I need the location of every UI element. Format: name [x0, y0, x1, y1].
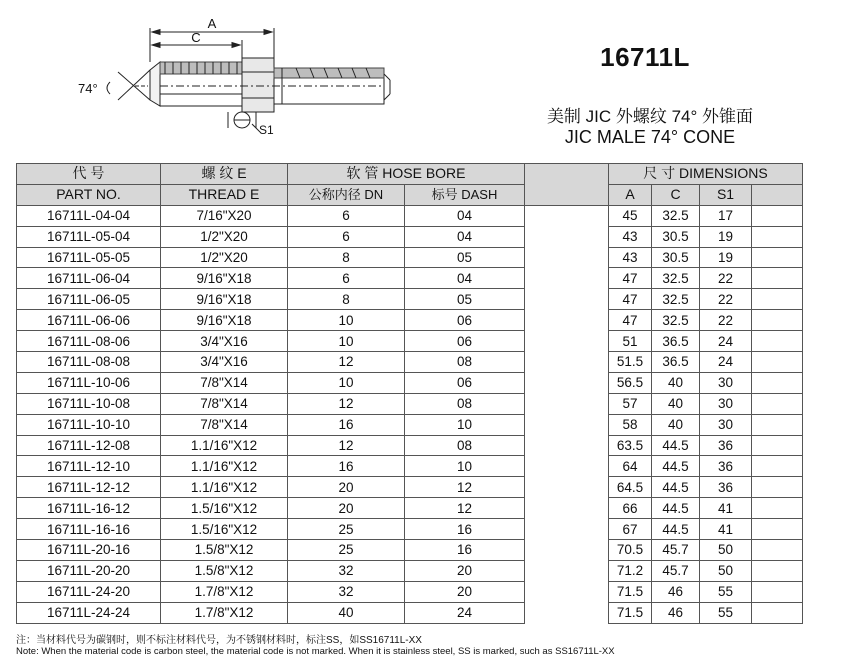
table-row [17, 414, 803, 435]
cell-dn: 16 [288, 414, 405, 435]
cell-thread: 1.5/8"X12 [161, 560, 288, 581]
cell-s1: 24 [700, 331, 752, 352]
cell-s1: 50 [700, 540, 752, 561]
cell-dn: 6 [288, 205, 405, 226]
cell-thread: 1.5/16"X12 [161, 519, 288, 540]
cell-a: 71.5 [609, 581, 652, 602]
title-chinese: 美制 JIC 外螺纹 74° 外锥面 [546, 107, 754, 126]
table-row [17, 498, 803, 519]
cell-s1: 24 [700, 352, 752, 373]
cell-gap [525, 268, 609, 289]
dim-a-label: A [207, 16, 217, 31]
cell-dn: 12 [288, 393, 405, 414]
cell-c: 45.7 [652, 540, 700, 561]
cell-c: 32.5 [652, 310, 700, 331]
cell-dn: 32 [288, 560, 405, 581]
cell-a: 56.5 [609, 372, 652, 393]
cell-gap [525, 477, 609, 498]
cell-dash: 20 [405, 560, 525, 581]
cell-a: 71.2 [609, 560, 652, 581]
cell-a: 70.5 [609, 540, 652, 561]
cell-c: 44.5 [652, 477, 700, 498]
header-dash: 标号 DASH [405, 184, 525, 205]
cell-gap [525, 540, 609, 561]
angle-label: 74° [78, 81, 98, 96]
cell-gap [525, 456, 609, 477]
cell-a: 47 [609, 289, 652, 310]
cell-gap [525, 372, 609, 393]
table-row [17, 289, 803, 310]
table-row [17, 540, 803, 561]
cell-dn: 20 [288, 498, 405, 519]
cell-gap [525, 226, 609, 247]
cell-c: 32.5 [652, 205, 700, 226]
cell-part-no: 16711L-12-08 [17, 435, 161, 456]
cell-a: 58 [609, 414, 652, 435]
cell-dash: 08 [405, 435, 525, 456]
cell-a: 43 [609, 226, 652, 247]
cell-s1: 50 [700, 560, 752, 581]
table-row [17, 456, 803, 477]
cell-thread: 1.7/8"X12 [161, 581, 288, 602]
cell-s1: 55 [700, 581, 752, 602]
cell-part-no: 16711L-08-08 [17, 352, 161, 373]
cell-s1: 30 [700, 414, 752, 435]
cell-c: 32.5 [652, 268, 700, 289]
cell-dn: 12 [288, 352, 405, 373]
cell-dn: 25 [288, 519, 405, 540]
cell-extra [752, 414, 803, 435]
cell-dash: 10 [405, 414, 525, 435]
cell-dn: 6 [288, 226, 405, 247]
cell-part-no: 16711L-12-12 [17, 477, 161, 498]
cell-c: 46 [652, 602, 700, 623]
cell-dash: 20 [405, 581, 525, 602]
cell-dash: 08 [405, 352, 525, 373]
cell-extra [752, 393, 803, 414]
cell-extra [752, 602, 803, 623]
cell-dash: 05 [405, 289, 525, 310]
cell-a: 64.5 [609, 477, 652, 498]
cell-part-no: 16711L-05-04 [17, 226, 161, 247]
cell-dash: 24 [405, 602, 525, 623]
cell-part-no: 16711L-06-04 [17, 268, 161, 289]
cell-gap [525, 331, 609, 352]
table-row [17, 310, 803, 331]
cell-part-no: 16711L-06-05 [17, 289, 161, 310]
header-extra [752, 184, 803, 205]
cell-thread: 3/4"X16 [161, 352, 288, 373]
note-english: Note: When the material code is carbon steel, the material code is not marked. When it is stainless steel, SS is marked, such as SS16711L-XX [16, 646, 615, 657]
header-code-cn: 代 号 [17, 164, 161, 185]
cell-extra [752, 477, 803, 498]
cell-gap [525, 560, 609, 581]
table-row [17, 560, 803, 581]
cell-part-no: 16711L-10-06 [17, 372, 161, 393]
header-part-no: PART NO. [17, 184, 161, 205]
cell-part-no: 16711L-06-06 [17, 310, 161, 331]
cell-extra [752, 352, 803, 373]
header-thread-en: THREAD E [161, 184, 288, 205]
cell-gap [525, 393, 609, 414]
cell-s1: 36 [700, 435, 752, 456]
cell-dn: 12 [288, 435, 405, 456]
cell-s1: 30 [700, 372, 752, 393]
cell-extra [752, 372, 803, 393]
cell-dash: 16 [405, 519, 525, 540]
cell-dn: 10 [288, 310, 405, 331]
cell-dn: 8 [288, 247, 405, 268]
cell-s1: 36 [700, 477, 752, 498]
cell-s1: 30 [700, 393, 752, 414]
cell-c: 36.5 [652, 352, 700, 373]
cell-s1: 22 [700, 289, 752, 310]
note-chinese: 注：当材料代号为碳钢时，则不标注材料代号，为不锈钢材料时，标注SS，如SS16711L-XX [16, 635, 422, 646]
cell-a: 67 [609, 519, 652, 540]
table-row [17, 477, 803, 498]
dim-c-label: C [191, 30, 201, 45]
header-hose-bore: 软 管 HOSE BORE [288, 164, 525, 185]
cell-extra [752, 560, 803, 581]
cell-extra [752, 435, 803, 456]
cell-part-no: 16711L-10-10 [17, 414, 161, 435]
cell-dash: 16 [405, 540, 525, 561]
table-row [17, 247, 803, 268]
cell-part-no: 16711L-20-20 [17, 560, 161, 581]
cell-thread: 1.5/16"X12 [161, 498, 288, 519]
cell-thread: 9/16"X18 [161, 289, 288, 310]
cell-dn: 8 [288, 289, 405, 310]
header-a: A [609, 184, 652, 205]
cell-gap [525, 414, 609, 435]
cell-dash: 04 [405, 226, 525, 247]
table-row [17, 519, 803, 540]
cell-c: 45.7 [652, 560, 700, 581]
cell-extra [752, 540, 803, 561]
cell-part-no: 16711L-16-12 [17, 498, 161, 519]
s1-label: S1 [259, 123, 274, 137]
header-thread-cn: 螺 纹 E [161, 164, 288, 185]
cell-thread: 7/8"X14 [161, 372, 288, 393]
cell-c: 40 [652, 393, 700, 414]
cell-extra [752, 581, 803, 602]
table-row [17, 331, 803, 352]
cell-gap [525, 435, 609, 456]
cell-gap [525, 205, 609, 226]
cell-thread: 9/16"X18 [161, 268, 288, 289]
title-english: JIC MALE 74° CONE [564, 127, 736, 147]
cell-gap [525, 498, 609, 519]
cell-a: 47 [609, 268, 652, 289]
cell-part-no: 16711L-16-16 [17, 519, 161, 540]
table-row [17, 602, 803, 623]
cell-extra [752, 456, 803, 477]
cell-dash: 05 [405, 247, 525, 268]
cell-c: 44.5 [652, 456, 700, 477]
header-spacer [525, 164, 609, 206]
cell-c: 44.5 [652, 519, 700, 540]
cell-extra [752, 226, 803, 247]
header-s1: S1 [700, 184, 752, 205]
cell-s1: 17 [700, 205, 752, 226]
cell-extra [752, 310, 803, 331]
cell-c: 30.5 [652, 226, 700, 247]
cell-thread: 3/4"X16 [161, 331, 288, 352]
cell-part-no: 16711L-20-16 [17, 540, 161, 561]
cell-thread: 7/16"X20 [161, 205, 288, 226]
cell-s1: 36 [700, 456, 752, 477]
cell-dash: 04 [405, 268, 525, 289]
cell-extra [752, 331, 803, 352]
cell-s1: 19 [700, 247, 752, 268]
cell-gap [525, 581, 609, 602]
cell-thread: 1/2"X20 [161, 226, 288, 247]
cell-part-no: 16711L-04-04 [17, 205, 161, 226]
cell-c: 36.5 [652, 331, 700, 352]
cell-a: 43 [609, 247, 652, 268]
cell-dn: 32 [288, 581, 405, 602]
cell-a: 66 [609, 498, 652, 519]
cell-part-no: 16711L-05-05 [17, 247, 161, 268]
cell-c: 44.5 [652, 435, 700, 456]
product-code: 16711L [600, 42, 690, 72]
cell-a: 45 [609, 205, 652, 226]
cell-part-no: 16711L-10-08 [17, 393, 161, 414]
table-row [17, 226, 803, 247]
cell-dash: 06 [405, 372, 525, 393]
table-row [17, 352, 803, 373]
cell-dn: 25 [288, 540, 405, 561]
cell-thread: 9/16"X18 [161, 310, 288, 331]
cell-dn: 40 [288, 602, 405, 623]
cell-c: 44.5 [652, 498, 700, 519]
cell-part-no: 16711L-24-20 [17, 581, 161, 602]
cell-c: 46 [652, 581, 700, 602]
cell-a: 47 [609, 310, 652, 331]
table-row [17, 581, 803, 602]
cell-c: 30.5 [652, 247, 700, 268]
cell-gap [525, 310, 609, 331]
cell-c: 40 [652, 372, 700, 393]
cell-c: 40 [652, 414, 700, 435]
cell-part-no: 16711L-24-24 [17, 602, 161, 623]
cell-extra [752, 289, 803, 310]
cell-thread: 1.1/16"X12 [161, 435, 288, 456]
cell-dash: 12 [405, 477, 525, 498]
cell-gap [525, 602, 609, 623]
header-dimensions: 尺 寸 DIMENSIONS [609, 164, 803, 185]
cell-a: 51.5 [609, 352, 652, 373]
cell-s1: 22 [700, 310, 752, 331]
cell-dash: 10 [405, 456, 525, 477]
cell-part-no: 16711L-08-06 [17, 331, 161, 352]
cell-extra [752, 205, 803, 226]
cell-gap [525, 352, 609, 373]
table-row [17, 268, 803, 289]
cell-thread: 7/8"X14 [161, 393, 288, 414]
table-row [17, 205, 803, 226]
cell-dn: 16 [288, 456, 405, 477]
cell-gap [525, 247, 609, 268]
cell-gap [525, 519, 609, 540]
cell-thread: 1.7/8"X12 [161, 602, 288, 623]
cell-s1: 41 [700, 519, 752, 540]
cell-s1: 41 [700, 498, 752, 519]
table-row [17, 393, 803, 414]
cell-thread: 1.5/8"X12 [161, 540, 288, 561]
cell-a: 57 [609, 393, 652, 414]
cell-dn: 10 [288, 331, 405, 352]
header-c: C [652, 184, 700, 205]
cell-thread: 1/2"X20 [161, 247, 288, 268]
cell-dash: 06 [405, 310, 525, 331]
cell-extra [752, 268, 803, 289]
cell-a: 63.5 [609, 435, 652, 456]
cell-dash: 12 [405, 498, 525, 519]
table-row [17, 435, 803, 456]
cell-thread: 1.1/16"X12 [161, 456, 288, 477]
cell-dn: 6 [288, 268, 405, 289]
table-row [17, 372, 803, 393]
cell-gap [525, 289, 609, 310]
cell-dn: 20 [288, 477, 405, 498]
cell-extra [752, 247, 803, 268]
cell-extra [752, 498, 803, 519]
cell-s1: 55 [700, 602, 752, 623]
cell-part-no: 16711L-12-10 [17, 456, 161, 477]
cell-extra [752, 519, 803, 540]
cell-dn: 10 [288, 372, 405, 393]
cell-dash: 04 [405, 205, 525, 226]
cell-thread: 7/8"X14 [161, 414, 288, 435]
cell-a: 71.5 [609, 602, 652, 623]
header-dn: 公称内径 DN [288, 184, 405, 205]
cell-s1: 22 [700, 268, 752, 289]
cell-thread: 1.1/16"X12 [161, 477, 288, 498]
cell-c: 32.5 [652, 289, 700, 310]
cell-a: 51 [609, 331, 652, 352]
spec-table [16, 163, 803, 624]
cell-a: 64 [609, 456, 652, 477]
cell-dash: 06 [405, 331, 525, 352]
cell-s1: 19 [700, 226, 752, 247]
cell-dash: 08 [405, 393, 525, 414]
